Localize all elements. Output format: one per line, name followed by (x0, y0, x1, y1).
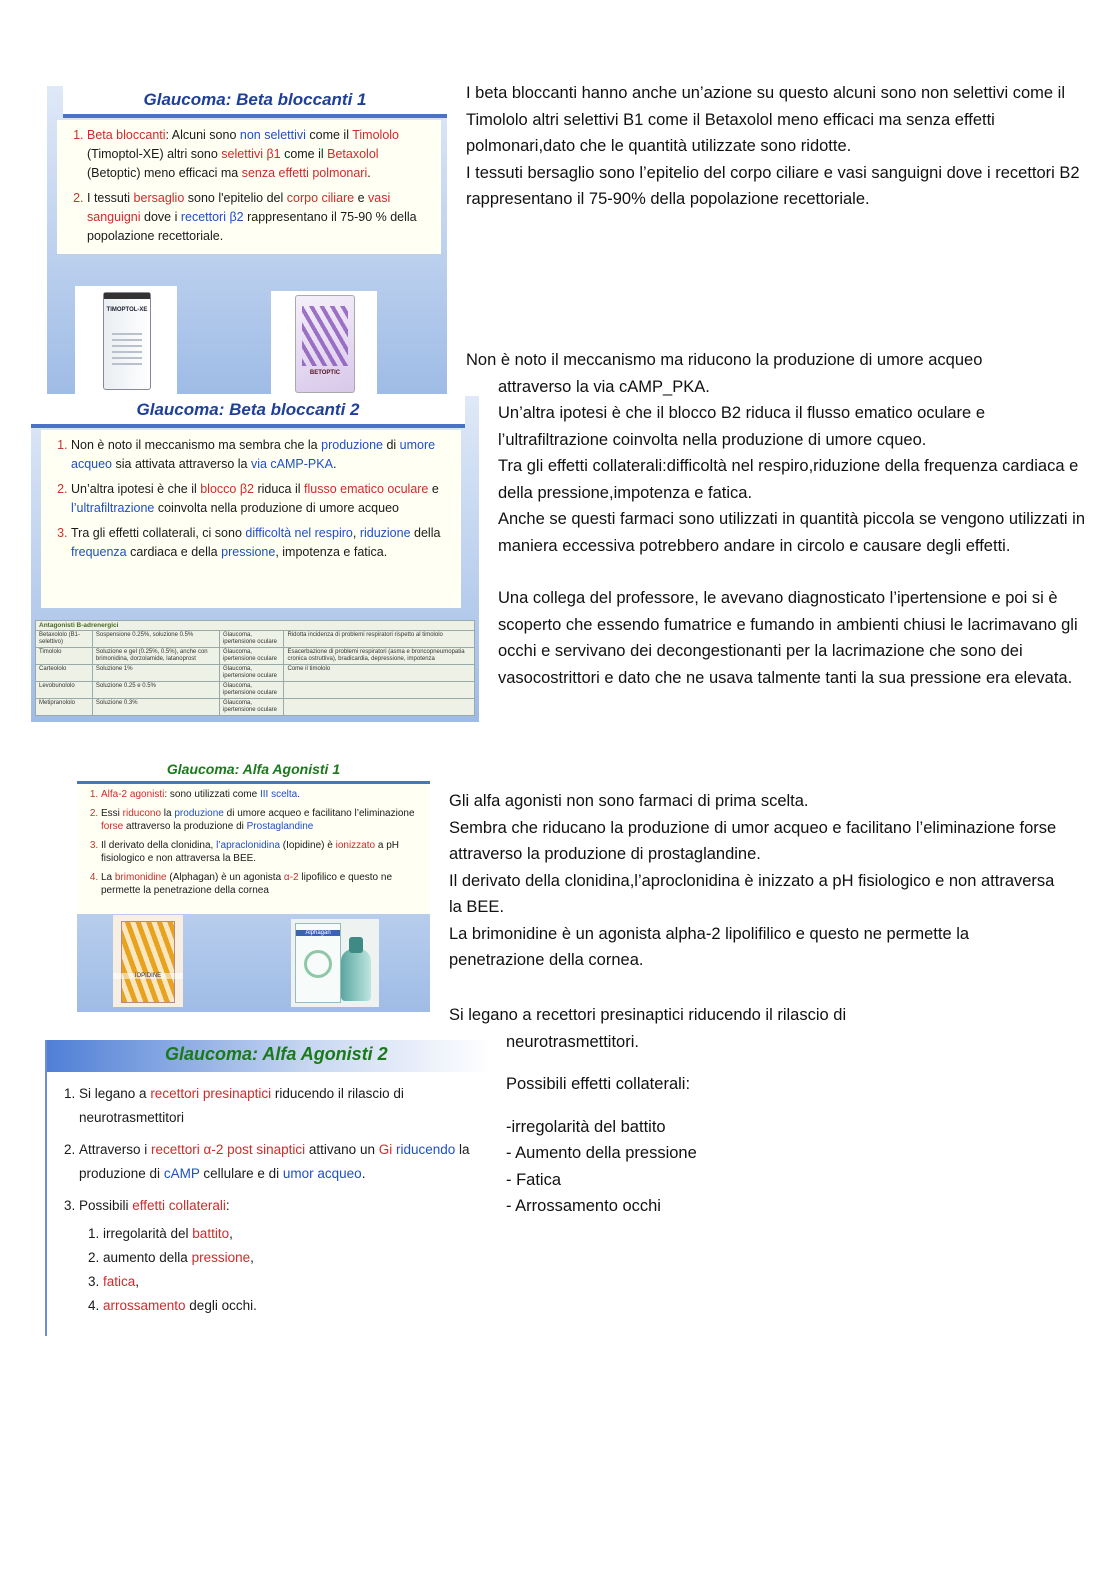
product-label: TIMOPTOL-XE (106, 307, 148, 313)
sub-list-item: 4. arrossamento degli occhi. (103, 1294, 489, 1318)
notes-alfa-2 (449, 1002, 1069, 1220)
list-item: 1. Non è noto il meccanismo ma sembra che la produzione di umore acqueo sia attivata attraverso la via cAMP-PKA. (71, 436, 453, 474)
sub-list-item: 1. irregolarità del battito, (103, 1222, 489, 1246)
paragraph: La brimonidine è un agonista alpha-2 lipolifilico e questo ne permette la penetrazione della cornea. (449, 924, 970, 969)
list-item: 3. Possibili effetti collaterali: 1. irregolarità del battito, 2. aumento della pressione, 3. fatica, 4. arrossamento degli occhi. (79, 1194, 489, 1318)
product-image-alphagan (291, 919, 379, 1007)
paragraph: neurotrasmettitori. (506, 1032, 639, 1051)
product-image-timoptol (75, 286, 177, 394)
slide-title: Glaucoma: Beta bloccanti 2 (31, 396, 465, 428)
list-item: - Aumento della pressione (506, 1144, 697, 1162)
slide-title: Glaucoma: Beta bloccanti 1 (63, 86, 447, 118)
paragraph: I tessuti bersaglio sono l’epitelio del corpo ciliare e vasi sanguigni dove i recettori B2 rappresentano il 75-90% della popolazione recettoriale. (466, 163, 1080, 208)
slide-alfa-agonisti-1 (77, 757, 430, 1012)
slide-body (53, 1082, 489, 1318)
side-effects-list (506, 1114, 1069, 1220)
product-image-betoptic (271, 291, 377, 394)
sub-list-item: 2. aumento della pressione, (103, 1246, 489, 1270)
product-label: Alphagan (296, 930, 340, 936)
paragraph: Gli alfa agonisti non sono farmaci di prima scelta. (449, 792, 809, 810)
paragraph: Sembra che riducano la produzione di umor acqueo e facilitano l’eliminazione forse attraverso la produzione di prostaglandine. (449, 818, 1057, 863)
list-item: 2. Essi riducono la produzione di umore acqueo e facilitano l’eliminazione forse attraverso la produzione di Prostaglandine (101, 807, 426, 834)
paragraph: I beta bloccanti hanno anche un’azione su questo alcuni sono non selettivi come il Timololo altri selettivi B1 come il Betaxolol meno efficaci ma senza effetti polmonari,dato che le quantità utilizzate sono ridotte. (466, 84, 1065, 155)
sub-list-item: 3. fatica, (103, 1270, 489, 1294)
slide-title: Glaucoma: Alfa Agonisti 1 (77, 757, 430, 784)
list-item: 4. La brimonidine (Alphagan) è un agonista α-2 lipofilico e questo ne permette la penetrazione della cornea (101, 871, 426, 898)
paragraph: Un’altra ipotesi è che il blocco B2 riduca il flusso ematico oculare e l’ultrafiltrazione coinvolta nella produzione di umore cqueo. (498, 404, 985, 449)
list-item: 1. Beta bloccanti: Alcuni sono non selettivi come il Timololo (Timoptol-XE) altri sono selettivi β1 come il Betaxolol (Betoptic) meno efficaci ma senza effetti polmonari. (87, 126, 433, 183)
list-item: 2. Un’altra ipotesi è che il blocco β2 riduca il flusso ematico oculare e l’ultrafiltrazione coinvolta nella produzione di umore acqueo (71, 480, 453, 518)
list-item: 2. I tessuti bersaglio sono l'epitelio del corpo ciliare e vasi sanguigni dove i recettori β2 rappresentano il 75-90 % della popolazione recettoriale. (87, 189, 433, 246)
list-item: 1. Alfa-2 agonisti: sono utilizzati come III scelta. (101, 788, 426, 802)
paragraph: Il derivato della clonidina,l’aproclonidina è inizzato a pH fisiologico e non attraversa la BEE. (449, 871, 1055, 916)
list-item: 2. Attraverso i recettori α-2 post sinaptici attivano un Gi riducendo la produzione di cAMP cellulare e di umor acqueo. (79, 1138, 489, 1186)
paragraph: Possibili effetti collaterali: (506, 1075, 691, 1093)
notes-beta-2 (466, 347, 1096, 691)
paragraph: attraverso la via cAMP_PKA. (498, 377, 710, 396)
list-item: 3. Tra gli effetti collaterali, ci sono difficoltà nel respiro, riduzione della frequenza cardiaca e della pressione, impotenza e fatica. (71, 524, 453, 562)
product-label: BETOPTIC (309, 370, 341, 376)
slide-body (57, 120, 441, 254)
slide-title: Glaucoma: Alfa Agonisti 2 (165, 1044, 388, 1064)
notes-beta-1 (466, 80, 1096, 213)
notes-alfa-1 (449, 788, 1069, 974)
table-header: Antagonisti B-adrenergici (36, 621, 475, 631)
slide-beta-bloccanti-1 (47, 86, 447, 394)
product-label: IOPIDINE (113, 973, 183, 979)
drugs-table (35, 620, 475, 716)
list-item: - Arrossamento occhi (506, 1197, 661, 1215)
list-item: -irregolarità del battito (506, 1117, 666, 1136)
slide-body (41, 430, 461, 608)
slide-beta-bloccanti-2 (31, 396, 479, 722)
table-row: Levobunololo Soluzione 0.25 e 0.5% Glaucoma, ipertensione oculare (36, 682, 475, 699)
table-row: Timololo Soluzione e gel (0.25%, 0.5%), anche con brimonidina, dorzolamide, latanoprost Glaucoma, ipertensione oculare Esacerbazione di problemi respiratori (asma e broncopneumopatia cronica ostruttiva), bradicardia, depressione, impotenza (36, 648, 475, 665)
table-row: Metipranololo Soluzione 0.3% Glaucoma, ipertensione oculare (36, 699, 475, 716)
list-item: - Fatica (506, 1170, 562, 1189)
paragraph: Si legano a recettori presinaptici riducendo il rilascio di (449, 1006, 847, 1024)
paragraph: Non è noto il meccanismo ma riducono la produzione di umore acqueo (466, 351, 983, 369)
table-row: Betaxololo (B1-selettivo) Sospensione 0.25%, soluzione 0.5% Glaucoma, ipertensione oculare Ridotta incidenza di problemi respiratori rispetto al timololo (36, 631, 475, 648)
paragraph: Anche se questi farmaci sono utilizzati in quantità piccola se vengono utilizzati in maniera eccessiva potrebbero andare in circolo e causare degli effetti. (498, 510, 1085, 555)
table-row: Carteololo Soluzione 1% Glaucoma, ipertensione oculare Come il timololo (36, 665, 475, 682)
paragraph: Una collega del professore, le avevano diagnosticato l’ipertensione e poi si è scoperto che essendo fumatrice e fumando in ambienti chiusi le lacrimavano gli occhi e servivano dei decongestionanti per la lacrimazione che sono dei vasocostrittori e dato che ne usava talmente tanti la sua pressione era elevata. (498, 589, 1078, 687)
slide-alfa-agonisti-2 (45, 1040, 491, 1336)
list-item: 1. Si legano a recettori presinaptici riducendo il rilascio di neurotrasmettitori (79, 1082, 489, 1130)
list-item: 3. Il derivato della clonidina, l’apraclonidina (Iopidine) è ionizzato a pH fisiologico e non attraversa la BEE. (101, 839, 426, 866)
product-image-iopidine (113, 915, 183, 1007)
slide-body (77, 784, 430, 914)
paragraph: Tra gli effetti collaterali:difficoltà nel respiro,riduzione della frequenza cardiaca e della pressione,impotenza e fatica. (498, 457, 1079, 502)
